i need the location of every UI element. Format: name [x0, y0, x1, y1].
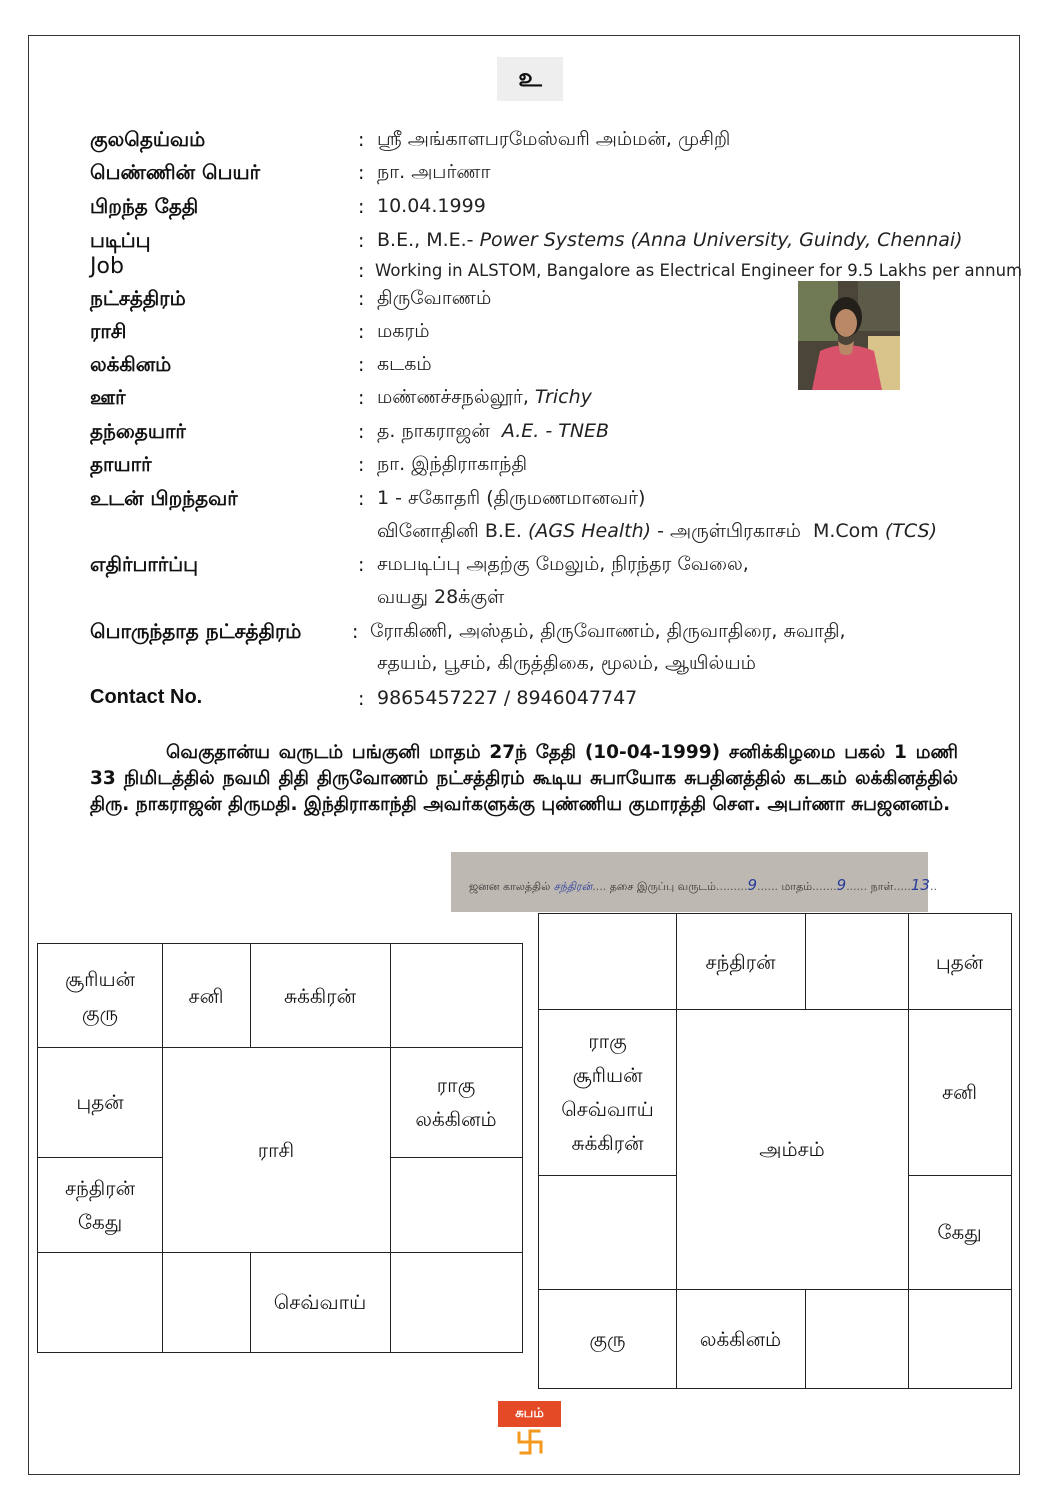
chart-title: ராசி	[257, 1137, 295, 1162]
planet-label: சுக்கிரன்	[284, 983, 356, 1008]
sibling-detail-line	[377, 520, 937, 545]
planet-label: சனி	[942, 1080, 977, 1104]
detail-colon: :	[358, 129, 365, 151]
contact-number: 9865457227 / 8946047747	[377, 687, 638, 709]
detail-label: லக்கினம்	[90, 352, 172, 376]
amsam-house-right-1	[908, 1009, 1011, 1175]
amsam-house-top-4	[908, 914, 1011, 1009]
planet-label: ராகு	[436, 1073, 476, 1097]
planet-label: சூரியன்	[64, 966, 136, 991]
dasa-day-label: நாள்	[870, 880, 894, 893]
dasa-balance-text: ஜனன காலத்தில் சந்திரன்.... தசை இருப்பு வருடம்.........9...... மாதம்.......9...... நாள்.....13..	[469, 876, 937, 894]
lagnam-label: லக்கினம்	[699, 1326, 782, 1351]
father-job: A.E. - TNEB	[501, 420, 610, 442]
dasa-balance-scan	[451, 852, 937, 912]
planet-label: ராகு	[588, 1029, 627, 1053]
planet-label: செவ்வாய்	[273, 1290, 367, 1314]
spouse-employer: (TCS)	[884, 520, 937, 542]
detail-colon: :	[352, 621, 359, 643]
detail-label: எதிர்பார்ப்பு	[90, 552, 198, 576]
education-degree: B.E., M.E.-	[377, 229, 474, 251]
amsam-house-bottom-2	[676, 1289, 805, 1388]
detail-value: நா. அபர்ணா	[377, 161, 491, 183]
rasi-house-bottom-2	[162, 1252, 250, 1352]
rasi-house-top-1	[38, 944, 162, 1047]
detail-label: பெண்ணின் பெயர்	[90, 160, 261, 184]
detail-label: Job	[90, 254, 124, 279]
amsam-house-top-1	[539, 914, 676, 1009]
planet-label: சூரியன்	[572, 1063, 643, 1087]
detail-label: தாயார்	[90, 452, 152, 476]
father-name: த. நாகராஜன்	[377, 420, 490, 442]
sibling-name: வினோதினி	[377, 520, 479, 542]
planet-label: குரு	[81, 1000, 119, 1025]
rasi-chart	[37, 943, 523, 1353]
rasi-house-right-1	[390, 1047, 522, 1157]
detail-label: தந்தையார்	[90, 419, 186, 443]
amsam-house-right-2	[908, 1175, 1011, 1289]
detail-value: 10.04.1999	[377, 195, 486, 217]
detail-value	[377, 386, 592, 411]
detail-row-father	[90, 419, 1020, 451]
rasi-house-top-2	[162, 944, 250, 1047]
bride-photo	[798, 281, 900, 390]
amsam-chart	[538, 913, 1012, 1389]
chart-title: அம்சம்	[759, 1137, 825, 1161]
detail-label: பிறந்த தேதி	[90, 194, 199, 218]
detail-label: குலதெய்வம்	[90, 127, 206, 151]
education-field: Power Systems (Anna University, Guindy, Chennai)	[479, 229, 963, 251]
detail-colon: :	[358, 321, 365, 343]
detail-row-contact	[90, 686, 1020, 718]
detail-value: நா. இந்திராகாந்தி	[377, 453, 528, 475]
dasa-months: 9	[836, 876, 847, 894]
spouse-degree: M.Com	[812, 520, 879, 542]
dasa-month-label: மாதம்	[781, 880, 813, 893]
birth-details-paragraph: வெகுதான்ய வருடம் பங்குனி மாதம் 27ந் தேதி (10-04-1999) சனிக்கிழமை பகல் 1 மணி 33 நிமிடத்தில் நவமி திதி திருவோணம் நட்சத்திரம் கூடிய சுபாயோக சுபதினத்தில் கடகம் லக்கினத்தில் திரு. நாகராஜன் திருமதி. இந்திராகாந்தி அவர்களுக்கு புண்ணிய குமாரத்தி சௌ. அபர்ணா சுபஜனனம்.	[90, 742, 958, 815]
amsam-chart-center	[676, 1009, 908, 1289]
detail-colon: :	[358, 454, 365, 476]
planet-label: குரு	[589, 1326, 626, 1351]
detail-colon: :	[358, 196, 365, 218]
lagnam-label: லக்கினம்	[415, 1107, 497, 1131]
detail-colon: :	[358, 162, 365, 184]
detail-label: படிப்பு	[90, 228, 151, 252]
detail-label: நட்சத்திரம்	[90, 286, 186, 310]
sibling-spouse-name: அருள்பிரகாசம்	[669, 520, 801, 542]
dasa-label: தசை இருப்பு வருடம்	[609, 880, 717, 893]
hometown-district: Trichy	[534, 386, 592, 408]
detail-row-name	[90, 160, 1020, 192]
detail-value: கடகம்	[377, 353, 432, 375]
rasi-house-top-3	[250, 944, 390, 1047]
detail-value	[377, 420, 609, 445]
amsam-house-left-2	[539, 1175, 676, 1289]
detail-colon: :	[358, 421, 365, 443]
detail-value: ரோகிணி, அஸ்தம், திருவோணம், திருவாதிரை, சுவாதி,	[370, 620, 846, 642]
expectation-continued: வயது 28க்குள்	[377, 586, 505, 608]
rasi-house-bottom-4	[390, 1252, 522, 1352]
detail-value: 1 - சகோதரி (திருமணமானவர்)	[377, 487, 646, 509]
planet-label: செவ்வாய்	[561, 1097, 654, 1121]
detail-colon: :	[358, 554, 365, 576]
detail-row-mother	[90, 452, 1020, 484]
detail-colon: :	[358, 288, 365, 310]
rasi-house-top-4	[390, 944, 522, 1047]
planet-label: புதன்	[76, 1090, 124, 1114]
planet-label: கேது	[937, 1220, 982, 1244]
detail-colon: :	[358, 387, 365, 409]
detail-label: Contact No.	[90, 686, 203, 708]
detail-row-kuladeivam	[90, 127, 1020, 159]
amsam-house-top-3	[805, 914, 908, 1009]
detail-value: Working in ALSTOM, Bangalore as Electrical Engineer for 9.5 Lakhs per annum	[375, 261, 1023, 280]
dasa-prefix: ஜனன காலத்தில்	[469, 880, 551, 893]
subam-logo	[498, 1401, 561, 1427]
amsam-house-left-1	[539, 1009, 676, 1175]
planet-label: கேது	[77, 1209, 123, 1234]
detail-colon: :	[358, 688, 365, 710]
amsam-house-bottom-1	[539, 1289, 676, 1388]
rasi-house-bottom-3	[250, 1252, 390, 1352]
detail-value: மகரம்	[377, 320, 430, 342]
detail-row-education	[90, 228, 1020, 260]
pillaiyar-suzhi-symbol	[497, 57, 563, 101]
planet-label: சனி	[188, 983, 224, 1008]
detail-label: ராசி	[90, 319, 127, 343]
detail-row-expectation	[90, 552, 1020, 584]
sibling-employer: (AGS Health)	[527, 520, 652, 542]
detail-row-siblings	[90, 486, 1020, 518]
amsam-house-bottom-4	[908, 1289, 1011, 1388]
dasa-years: 9	[747, 876, 758, 894]
dasa-planet: சந்திரன்	[553, 880, 593, 893]
detail-value	[377, 229, 963, 251]
detail-label: ஊர்	[90, 385, 126, 409]
logo-text: சுபம்	[515, 1406, 544, 1421]
detail-label: பொருந்தாத நட்சத்திரம்	[90, 619, 302, 643]
detail-value: ஸ்ரீ அங்காளபரமேஸ்வரி அம்மன், முசிறி	[377, 128, 731, 150]
swastika-icon	[512, 1427, 548, 1457]
detail-colon: :	[358, 354, 365, 376]
amsam-house-bottom-3	[805, 1289, 908, 1388]
detail-row-mismatch-nakshatra	[90, 619, 1020, 651]
rasi-house-left-2	[38, 1157, 162, 1252]
planet-label: சுக்கிரன்	[571, 1131, 644, 1155]
detail-value: சமபடிப்பு அதற்கு மேலும், நிரந்தர வேலை,	[377, 553, 749, 575]
detail-row-dob	[90, 194, 1020, 226]
rasi-house-bottom-1	[38, 1252, 162, 1352]
amsam-house-top-2	[676, 914, 805, 1009]
hometown-name: மண்ணச்சநல்லூர்,	[377, 386, 529, 408]
planet-label: சந்திரன்	[64, 1175, 136, 1200]
mismatch-nakshatra-continued: சதயம், பூசம், கிருத்திகை, மூலம், ஆயில்யம்	[377, 652, 756, 674]
planet-label: புதன்	[935, 949, 984, 974]
detail-colon: :	[358, 260, 365, 282]
detail-label: உடன் பிறந்தவர்	[90, 486, 238, 510]
sibling-degree: B.E.	[484, 520, 522, 542]
detail-colon: :	[358, 488, 365, 510]
detail-value: திருவோணம்	[377, 287, 492, 309]
planet-label: சந்திரன்	[705, 949, 776, 974]
separator-dash: -	[657, 520, 664, 542]
dasa-days: 13	[910, 876, 930, 894]
rasi-chart-center	[162, 1047, 390, 1252]
rasi-house-right-2	[390, 1157, 522, 1252]
detail-colon: :	[358, 230, 365, 252]
header-symbol-text: உ	[518, 62, 542, 93]
rasi-house-left-1	[38, 1047, 162, 1157]
